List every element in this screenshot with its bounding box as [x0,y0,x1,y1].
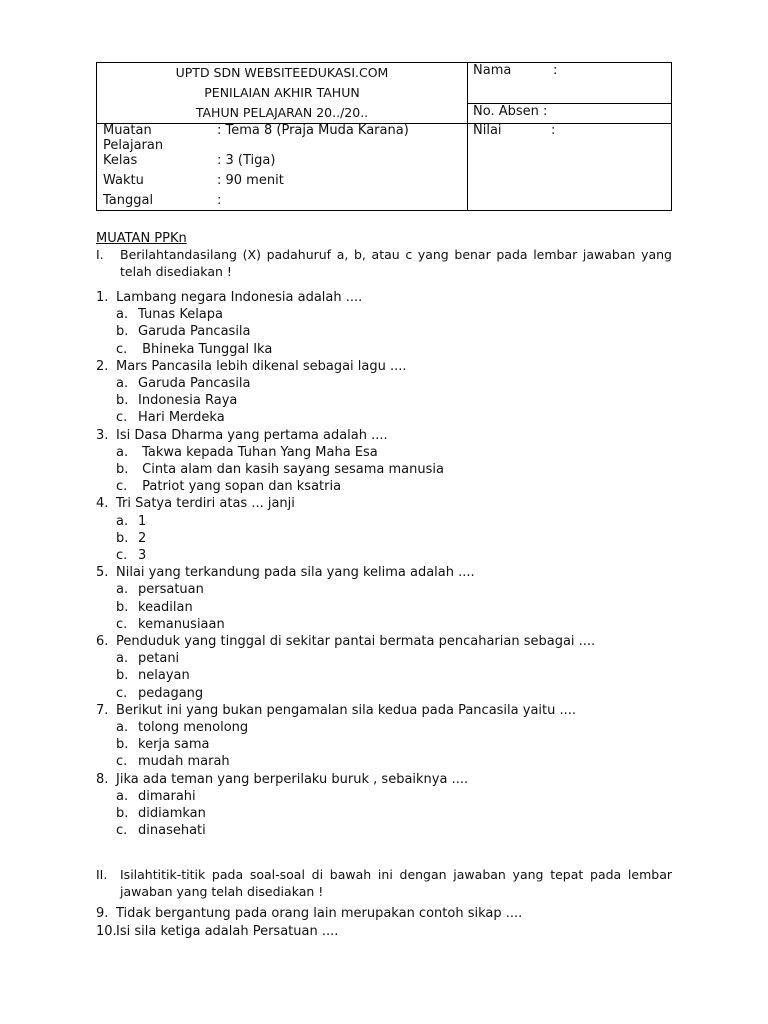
option-letter: b. [116,393,129,409]
option-letter: a. [116,513,129,529]
info-label-date: Tanggal [103,193,154,208]
question-item [96,906,522,921]
option-text: persatuan [138,582,204,598]
question-item [96,703,576,718]
answer-option [116,720,248,735]
info-label-time: Waktu [103,173,144,188]
question-item [96,924,338,939]
option-text: Bhineka Tunggal Ika [138,341,273,357]
option-letter: a. [116,651,129,667]
answer-option [116,514,146,529]
question-number: 9. [96,906,109,921]
answer-option [116,376,251,391]
answer-option [116,445,378,460]
question-item [96,290,362,305]
option-text: nelayan [138,668,190,684]
part-number: II. [96,867,108,882]
question-text: Nilai yang terkandung pada sila yang kelima adalah .... [116,565,475,581]
answer-option [116,531,146,546]
option-text: Indonesia Raya [138,393,238,409]
option-letter: c. [116,754,128,770]
option-letter: c. [116,479,128,495]
option-text: keadilan [138,599,193,615]
instruction-part-2 [96,866,672,900]
question-item [96,428,388,443]
option-text: tolong menolong [138,720,249,735]
option-text: kerja sama [138,737,210,753]
option-letter: a. [116,720,129,735]
instruction-part-1 [96,246,672,280]
option-text: kemanusiaan [138,616,225,632]
question-item [96,772,468,787]
option-text: dimarahi [138,788,196,804]
question-text: Mars Pancasila lebih dikenal sebagai lagu .... [116,358,407,374]
instruction-text: Isilahtitik-titik pada soal-soal di bawah ini dengan jawaban yang tepat pada lembar jawaban yang telah disediakan ! [120,867,672,899]
answer-option [116,462,444,477]
option-letter: c. [116,548,128,563]
option-text: Patriot yang sopan dan ksatria [138,479,342,495]
name-colon: : [553,63,558,78]
option-text: dinasehati [138,823,206,839]
question-item [96,565,475,580]
assessment-title: PENILAIAN AKHIR TAHUN [204,85,360,100]
answer-option [116,668,190,683]
option-text: mudah marah [138,754,230,770]
option-letter: b. [116,737,129,753]
info-value-date: : [217,193,222,208]
option-text: Tunas Kelapa [138,307,223,323]
option-letter: c. [116,685,128,701]
option-letter: b. [116,462,129,477]
option-text: didiamkan [138,806,206,821]
answer-option [116,806,206,821]
info-label-subject: Muatan Pelajaran [103,123,164,153]
name-label: Nama [473,63,512,78]
option-text: Garuda Pancasila [138,376,251,391]
option-letter: b. [116,324,129,340]
option-letter: b. [116,668,129,684]
answer-option [116,737,210,752]
answer-option [116,617,225,632]
question-text: Penduduk yang tinggal di sekitar pantai bermata pencaharian sebagai .... [116,634,596,649]
question-number: 5. [96,565,109,581]
question-number: 1. [96,290,109,305]
answer-option [116,393,237,408]
option-letter: b. [116,599,129,615]
table-divider [467,63,468,210]
option-text: pedagang [138,685,204,701]
answer-option [116,686,203,701]
question-text: Lambang negara Indonesia adalah .... [116,290,363,305]
part-number: I. [96,247,104,262]
option-letter: b. [116,806,129,821]
option-letter: c. [116,823,128,839]
question-text: Tri Satya terdiri atas ... janji [116,496,295,512]
question-number: 10. [96,923,117,939]
answer-option [116,651,179,666]
question-text: Berikut ini yang bukan pengamalan sila kedua pada Pancasila yaitu .... [116,702,577,718]
section-title: MUATAN PPKn [96,231,187,246]
question-number: 4. [96,496,109,512]
option-text: Takwa kepada Tuhan Yang Maha Esa [138,444,378,460]
answer-option [116,410,225,425]
info-value-class: : 3 (Tiga) [217,153,276,168]
score-colon: : [551,123,556,138]
option-letter: c. [116,616,128,632]
school-year: TAHUN PELAJARAN 20../20.. [195,105,369,120]
option-text: Hari Merdeka [138,410,225,426]
question-item [96,359,407,374]
question-number: 6. [96,634,109,649]
info-value-time: : 90 menit [217,173,284,188]
question-text: Jika ada teman yang berperilaku buruk , sebaiknya .... [116,771,469,787]
option-letter: a. [116,788,129,804]
question-item [96,496,295,511]
question-number: 3. [96,427,109,443]
option-letter: c. [116,341,128,357]
answer-option [116,548,146,563]
info-value-subject: : Tema 8 (Praja Muda Karana) [217,123,409,138]
answer-option [116,823,206,838]
score-label: Nilai [473,123,502,138]
question-item [96,634,595,649]
option-letter: a. [116,582,129,598]
school-name: UPTD SDN WEBSITEEDUKASI.COM [175,65,389,80]
answer-option [116,307,223,322]
option-letter: c. [116,410,128,426]
question-number: 7. [96,702,109,718]
question-text: Isi Dasa Dharma yang pertama adalah .... [116,427,388,443]
info-label-class: Kelas [103,153,138,168]
option-letter: a. [116,444,129,460]
question-text: Tidak bergantung pada orang lain merupakan contoh sikap .... [116,906,523,921]
question-text: Isi sila ketiga adalah Persatuan .... [116,923,339,939]
option-text: petani [138,651,180,667]
question-number: 2. [96,358,109,374]
option-text: 1 [138,513,147,529]
answer-option [116,600,193,615]
option-text: 3 [138,548,147,563]
answer-option [116,324,251,339]
header-table [96,62,672,211]
absen-label: No. Absen : [473,104,548,119]
option-text: Cinta alam dan kasih sayang sesama manusia [138,462,444,477]
question-number: 8. [96,771,109,787]
option-letter: b. [116,530,129,546]
option-text: 2 [138,530,147,546]
answer-option [116,789,196,804]
option-letter: a. [116,376,129,391]
answer-option [116,582,204,597]
option-text: Garuda Pancasila [138,324,251,340]
answer-option [116,479,341,494]
answer-option [116,342,272,357]
instruction-text: Berilahtandasilang (X) padahuruf a, b, atau c yang benar pada lembar jawaban yang telah disediakan ! [120,247,672,279]
answer-option [116,754,230,769]
option-letter: a. [116,307,129,323]
